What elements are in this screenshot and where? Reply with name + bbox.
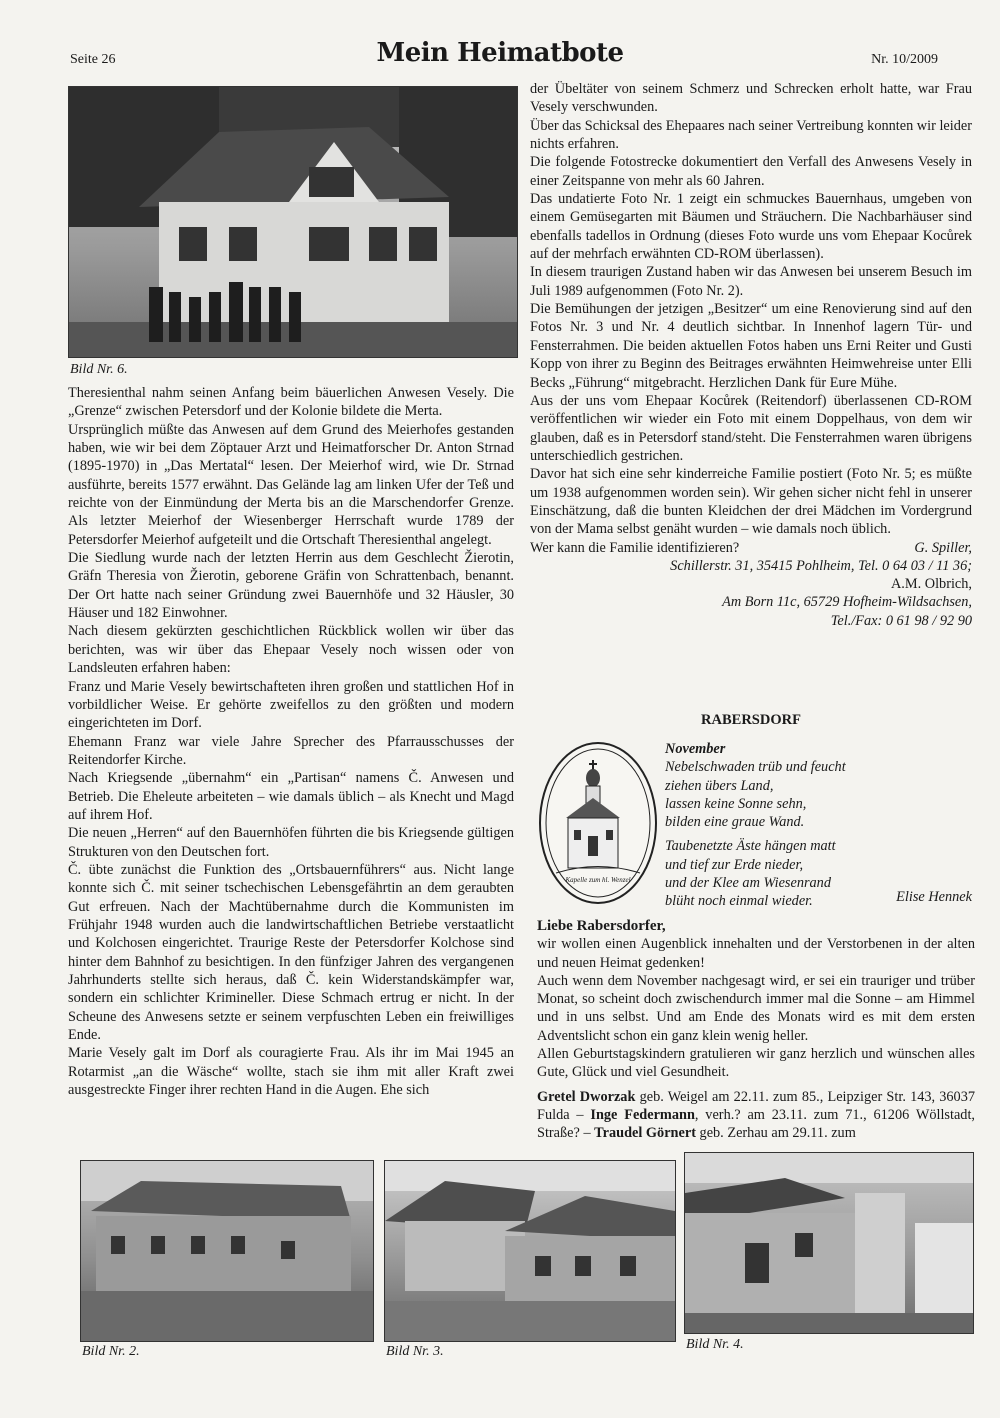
paragraph: In diesem traurigen Zustand haben wir das Anwesen bei unserem Besuch im Juli 1989 aufgenommen (Foto Nr. 2). (530, 264, 972, 299)
paragraph: Aus der uns vom Ehepaar Kocůrek (Reitendorf) überlassenen CD-ROM veröffentlichen wir wieder ein Foto mit einem Doppelhaus, von dem wir glauben, daß es in Petersdorf stand/steht. Die Fensterrahmen waren übrigens unterschiedlich gestrichen. (530, 392, 972, 464)
issue-number: Nr. 10/2009 (871, 52, 938, 67)
masthead: Mein Heimatbote (376, 38, 624, 68)
poem-line: und der Klee am Wiesenrand (665, 875, 831, 892)
phone-olbrich: Tel./Fax: 0 61 98 / 92 90 (830, 612, 972, 629)
birthday-details: , verh.? am 23.11. zum 71., 61206 Wöllstadt, Straße? – (537, 1106, 975, 1142)
question: Wer kann die Familie identifizieren? (530, 539, 740, 556)
poem-line: ziehen übers Land, (665, 777, 774, 794)
paragraph: Allen Geburtstagskindern gratulieren wir ganz herzlich und wünschen alles Gute, Glück und viel Gesundheit. (537, 1046, 975, 1081)
left-column-text (68, 384, 514, 1099)
caption-bild-6: Bild Nr. 6. (70, 362, 128, 377)
paragraph: Ehemann Franz war viele Jahre Sprecher des Pfarrausschusses der Reitendorfer Kirche. (68, 733, 514, 768)
page-header (0, 38, 1000, 78)
paragraph: Franz und Marie Vesely bewirtschafteten ihren großen und stattlichen Hof in vorbildlicher Weise. Er gehörte zweifellos zu den größten und modern eingerichteten im Dorf. (68, 678, 514, 732)
poem-line: blüht noch einmal wieder. (665, 893, 813, 910)
poem-line: Nebelschwaden trüb und feucht (665, 759, 846, 776)
right-column-text (530, 80, 972, 630)
caption-bild-4: Bild Nr. 4. (686, 1337, 744, 1352)
paragraph: Auch wenn dem November nachgesagt wird, er sei ein trauriger und trüber Monat, so scheint doch zwischendurch immer mal die Sonne – am Himmel und in uns selbst. Und am Ende des Monats wird es mit dem ersten Adventslicht schon ein ganz klein wenig heller. (537, 972, 975, 1044)
poem-line: lassen keine Sonne sehn, (665, 795, 807, 812)
poem-title: November (665, 741, 726, 757)
birthday-details: geb. Weigel am 22.11. zum 85., Leipziger Str. 143, 36037 Fulda – (537, 1088, 976, 1123)
birthday-name: Traudel Görnert (594, 1125, 696, 1142)
poem (665, 740, 975, 911)
poem-author: Elise Hennek (896, 889, 972, 905)
paragraph: Die folgende Fotostrecke dokumentiert den Verfall des Anwesens Vesely in einer Zeitspanne von mehr als 60 Jahren. (530, 154, 972, 189)
paragraph: Das undatierte Foto Nr. 1 zeigt ein schmuckes Bauernhaus, umgeben von einem Gemüsegarten mit Bäumen und Sträuchern. Die Nachbarhäuser sind ebenfalls tadellos in Ordnung (dieses Foto wurde uns vom Ehepaar Kocůrek auf der mehrfach erwähnten CD-ROM überlassen). (530, 191, 972, 263)
question-line (530, 539, 972, 557)
caption-bild-2: Bild Nr. 2. (82, 1344, 140, 1359)
paragraph: der Übeltäter von seinem Schmerz und Schrecken erholt hatte, war Frau Vesely verschwunden. (530, 81, 972, 116)
photo-bild-6 (68, 86, 518, 358)
paragraph: Nach Kriegsende „übernahm“ ein „Partisan“ namens Č. Anwesen und Betrieb. Die Eheleute arbeiteten – wie damals üblich – als Knecht und Magd auf ihrem Hof. (68, 770, 514, 823)
address-olbrich: Am Born 11c, 65729 Hofheim-Wildsachsen, (722, 594, 972, 611)
page-number: Seite 26 (70, 52, 116, 67)
paragraph: Ursprünglich müßte das Anwesen auf dem Grund des Meierhofes gestanden haben, wie wir bei dem Zöptauer Arzt und Heimatforscher Dr. Anton Strnad (1895-1970) in „Das Mertatal“ lesen. Der Meierhof wird, wie Dr. Strnad ausführte, bereits 1577 erwähnt. Das Gelände lag am linken Ufer der Teß und reichte von der Einmündung der Merta bis an die Marschendorfer Grenze. Als letzter Meierhof der Wiesenberger Herrschaft wurde 1789 der Petersdorfer Meierhof aufgeteilt und die Ortschaft Theresienthal angelegt. (68, 421, 514, 548)
chapel-emblem (536, 738, 660, 908)
photo-bild-3 (384, 1160, 676, 1342)
paragraph: Über das Schicksal des Ehepaares nach seiner Vertreibung konnten wir leider nichts erfahren. (530, 117, 972, 153)
author-spiller: G. Spiller, (914, 539, 972, 556)
paragraph: Davor hat sich eine sehr kinderreiche Familie postiert (Foto Nr. 5; es müßte um 1938 aufgenommen worden sein). Wir gehen sicher nicht fehl in unserer Einschätzung, daß die bunten Kleidchen der drei Mädchen im Vordergrund von der Mama selbst genäht wurden – wie damals noch üblich. (530, 466, 972, 538)
paragraph: Č. übte zunächst die Funktion des „Ortsbauernführers“ aus. Nicht lange konnte sich Č. mit seiner tschechischen Lebensgefährtin an dem geraubten Gut erfreuen. Nach der Machtübernahme durch die Kommunisten im Frühjahr 1948 wurden auch die landwirtschaftlichen Betriebe verstaatlicht und Kolchosen eingerichtet. Traurige Reste der Petersdorfer Kolchose sind hinter dem Bahnhof zu besichtigen. In den fünfziger Jahren des vergangenen Jahrhunderts stellte sich heraus, daß Č. kein Widerstandskämpfer war, sondern ein schlichter Krimineller. Diese Schmach ertrug er nicht. In der Scheune des Anwesens setzte er seinem verpfuschten Leben ein freiwilliges Ende. (68, 861, 514, 1044)
paragraph: Theresienthal nahm seinen Anfang beim bäuerlichen Anwesen Vesely. Die „Grenze“ zwischen Petersdorf und der Kolonie bildete die Merta. (68, 385, 514, 420)
caption-bild-3: Bild Nr. 3. (386, 1344, 444, 1359)
paragraph: Die neuen „Herren“ auf den Bauernhöfen führten die bis Kriegsende gültigen Strukturen von den Deutschen fort. (68, 825, 514, 860)
section-title: RABERSDORF (701, 712, 801, 728)
paragraph: wir wollen einen Augenblick innehalten und der Verstorbenen in der alten und neuen Heimat gedenken! (537, 936, 975, 971)
poem-line: und tief zur Erde nieder, (665, 856, 804, 873)
birthday-name: Gretel Dworzak (537, 1088, 636, 1105)
poem-line: Taubenetzte Äste hängen matt (665, 838, 836, 855)
emblem-inscription: Kapelle zum hl. Wenzel (565, 876, 631, 884)
poem-line: bilden eine graue Wand. (665, 814, 805, 831)
greeting-heading: Liebe Rabersdorfer, (537, 918, 666, 934)
birthday-name: Inge Federmann (590, 1106, 695, 1123)
birthday-details: geb. Zerhau am 29.11. zum (695, 1125, 856, 1142)
author-olbrich: A.M. Olbrich, (890, 575, 972, 592)
photo-bild-2 (80, 1160, 374, 1342)
photo-bild-4 (684, 1152, 974, 1334)
paragraph: Die Bemühungen der jetzigen „Besitzer“ um eine Renovierung sind auf den Fotos Nr. 3 und Nr. 4 deutlich sichtbar. In Innenhof lagern Tür- und Fensterrahmen. Die beiden aktuellen Fotos haben uns Erni Reiter und Gusti Kopp von ihrer zu Beginn des Beitrages erwähnten Heimwehreise unter Elli Becks „Führung“ mitgebracht. Herzlichen Dank für Eure Mühe. (530, 301, 972, 391)
house-photo-illustration (69, 87, 517, 357)
address-spiller: Schillerstr. 31, 35415 Pohlheim, Tel. 0 64 03 / 11 36; (670, 557, 972, 574)
birthday-list (537, 1088, 975, 1143)
paragraph: Die Siedlung wurde nach der letzten Herrin aus dem Geschlecht Žierotin, Gräfn Theresia von Žierotin, geborene Gräfin von Schrattenbach, benannt. Der Ort hatte nach seiner Gründung zwei Bauernhöfe und 32 Häusler, 30 Häuser und 182 Einwohner. (68, 550, 514, 622)
paragraph: Marie Vesely galt im Dorf als couragierte Frau. Als ihr im Mai 1945 an Rotarmist „an die Wäsche“ wollte, stach sie ihm mit aller Kraft zwei ausgestreckte Finger ihrer rechten Hand in die Augen. Ehe sich (68, 1045, 514, 1099)
paragraph: Nach diesem gekürzten geschichtlichen Rückblick wollen wir über das berichten, was wir über das Ehepaar Vesely noch wissen oder von Landsleuten erfahren haben: (68, 623, 514, 677)
greeting-block (537, 917, 975, 1143)
